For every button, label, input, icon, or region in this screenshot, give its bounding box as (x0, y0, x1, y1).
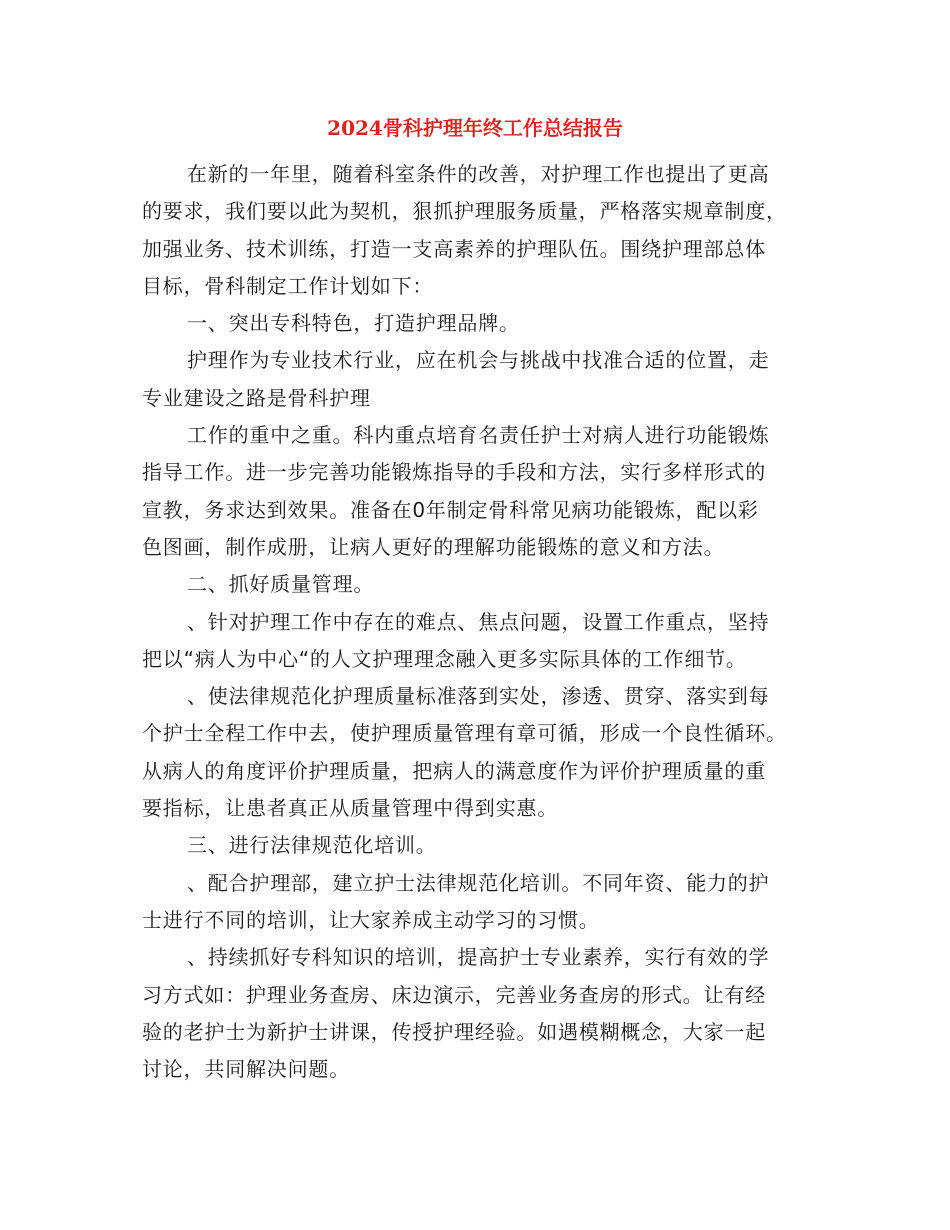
text-line: 个护士全程工作中去，使护理质量管理有章可循，形成一个良性循环。 (142, 721, 787, 746)
document-body (142, 156, 810, 1088)
text-line: 二、抓好质量管理。 (187, 572, 375, 597)
text-line: 目标，骨科制定工作计划如下： (142, 273, 434, 298)
text-line: 三、进行法律规范化培训。 (187, 833, 437, 858)
text-line: 、使法律规范化护理质量标准落到实处，渗透、贯穿、落实到每 (187, 684, 770, 709)
text-line: 、持续抓好专科知识的培训，提高护士专业素养，实行有效的学 (187, 945, 770, 970)
text-line: 的要求，我们要以此为契机，狠抓护理服务质量，严格落实规章制度， (142, 199, 787, 224)
text-line: 从病人的角度评价护理质量，把病人的满意度作为评价护理质量的重 (142, 758, 766, 783)
text-line: 色图画，制作成册，让病人更好的理解功能锻炼的意义和方法。 (142, 534, 725, 559)
text-line: 一、突出专科特色，打造护理品牌。 (187, 311, 520, 336)
text-line: 要指标，让患者真正从质量管理中得到实惠。 (142, 796, 558, 821)
text-line: 工作的重中之重。科内重点培育名责任护士对病人进行功能锻炼 (187, 423, 770, 448)
text-line: 宣教，务求达到效果。准备在0年制定骨科常见病功能锻炼，配以彩 (142, 497, 759, 522)
document-title: 2024骨科护理年终工作总结报告 (327, 116, 623, 140)
text-line: 把以“病人为中心“的人文护理理念融入更多实际具体的工作细节。 (142, 646, 747, 671)
text-line: 护理作为专业技术行业，应在机会与挑战中找准合适的位置，走 (187, 348, 770, 373)
text-line: 、配合护理部，建立护士法律规范化培训。不同年资、能力的护 (187, 870, 770, 895)
text-line: 在新的一年里，随着科室条件的改善，对护理工作也提出了更高 (187, 162, 770, 186)
text-line: 、针对护理工作中存在的难点、焦点问题，设置工作重点，坚持 (187, 609, 770, 634)
text-line: 验的老护士为新护士讲课，传授护理经验。如遇模糊概念，大家一起 (142, 1019, 766, 1044)
text-line: 指导工作。进一步完善功能锻炼指导的手段和方法，实行多样形式的 (142, 460, 766, 485)
text-line: 讨论，共同解决问题。 (142, 1057, 350, 1082)
text-line: 专业建设之路是骨科护理 (142, 385, 371, 410)
text-line: 加强业务、技术训练，打造一支高素养的护理队伍。围绕护理部总体 (142, 236, 766, 261)
text-line: 习方式如：护理业务查房、床边演示，完善业务查房的形式。让有经 (142, 982, 766, 1007)
text-line: 士进行不同的培训，让大家养成主动学习的习惯。 (142, 907, 600, 932)
